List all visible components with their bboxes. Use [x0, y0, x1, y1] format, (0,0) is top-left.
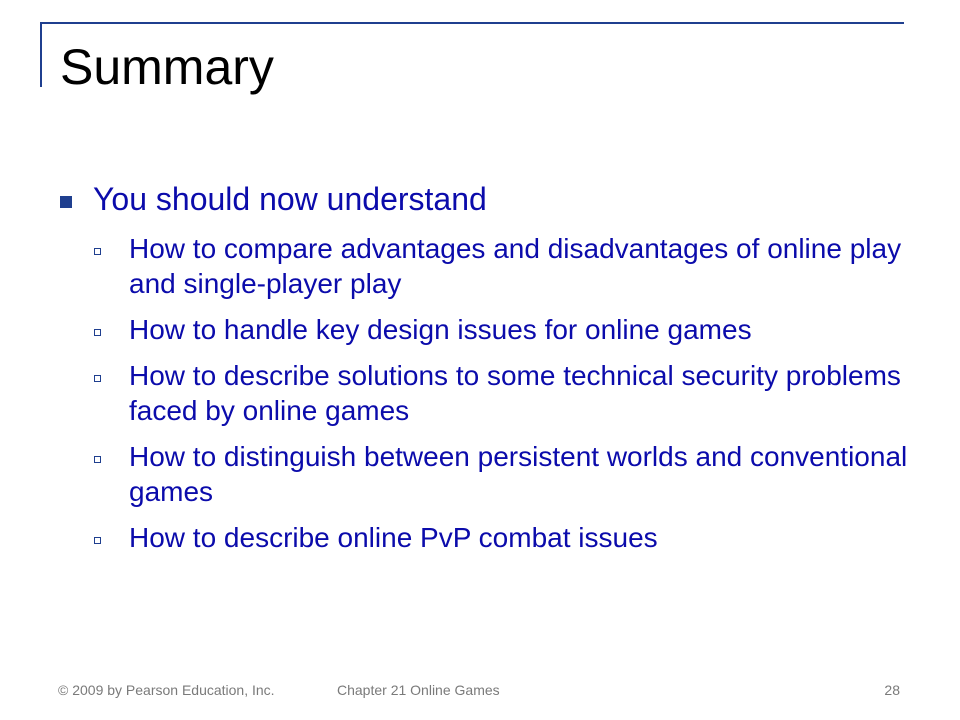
sub-bullet-text: How to compare advantages and disadvantages of online play and single-player play — [129, 233, 902, 299]
main-bullet-item — [60, 177, 920, 221]
sub-bullet-item — [60, 312, 909, 347]
hollow-square-bullet-icon — [94, 375, 101, 382]
hollow-square-bullet-icon — [94, 329, 101, 336]
sub-bullet-text: How to describe online PvP combat issues — [129, 522, 658, 553]
top-frame-line — [40, 22, 904, 24]
hollow-square-bullet-icon — [94, 537, 101, 544]
footer-page-number: 28 — [884, 682, 900, 698]
sub-bullet-text: How to handle key design issues for online games — [129, 314, 752, 345]
sub-bullet-item — [60, 520, 909, 555]
slide-content — [60, 177, 920, 566]
sub-bullet-item — [60, 358, 909, 428]
sub-bullet-text: How to describe solutions to some technical security problems faced by online games — [129, 360, 901, 426]
slide-title: Summary — [60, 39, 274, 95]
footer-copyright: © 2009 by Pearson Education, Inc. — [58, 682, 275, 698]
sub-bullet-list — [60, 231, 920, 555]
square-bullet-icon — [60, 196, 72, 208]
main-bullet-text: You should now understand — [93, 181, 487, 217]
left-frame-line — [40, 22, 42, 87]
hollow-square-bullet-icon — [94, 248, 101, 255]
sub-bullet-text: How to distinguish between persistent worlds and conventional games — [129, 441, 908, 507]
sub-bullet-item — [60, 231, 909, 301]
footer-chapter: Chapter 21 Online Games — [337, 682, 500, 698]
hollow-square-bullet-icon — [94, 456, 101, 463]
sub-bullet-item — [60, 439, 909, 509]
